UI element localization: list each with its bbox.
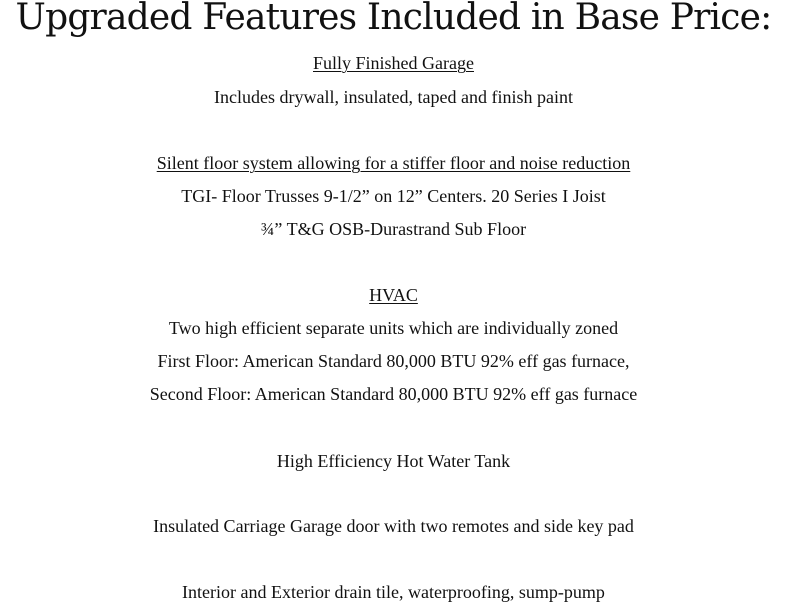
hvac-units-line: Two high efficient separate units which are individually zoned: [168, 318, 619, 338]
section-heading-hvac: HVAC: [369, 285, 418, 305]
page-title: Upgraded Features Included in Base Price:: [15, 0, 772, 38]
drain-tile-line: Interior and Exterior drain tile, waterproofing, sump-pump: [182, 582, 605, 602]
hvac-first-floor-line: First Floor: American Standard 80,000 BTU 92% eff gas furnace,: [157, 351, 630, 371]
section-heading-garage: Fully Finished Garage: [313, 53, 474, 73]
garage-detail-line: Includes drywall, insulated, taped and finish paint: [214, 87, 573, 107]
sub-floor-line: ¾” T&G OSB-Durastrand Sub Floor: [260, 219, 527, 239]
floor-trusses-line: TGI- Floor Trusses 9-1/2” on 12” Centers. 20 Series I Joist: [181, 186, 606, 206]
section-heading-floor-system: Silent floor system allowing for a stiffer floor and noise reduction: [156, 153, 631, 173]
hot-water-tank-line: High Efficiency Hot Water Tank: [276, 451, 511, 471]
hvac-second-floor-line: Second Floor: American Standard 80,000 BTU 92% eff gas furnace: [149, 384, 638, 404]
garage-door-line: Insulated Carriage Garage door with two remotes and side key pad: [153, 516, 634, 536]
